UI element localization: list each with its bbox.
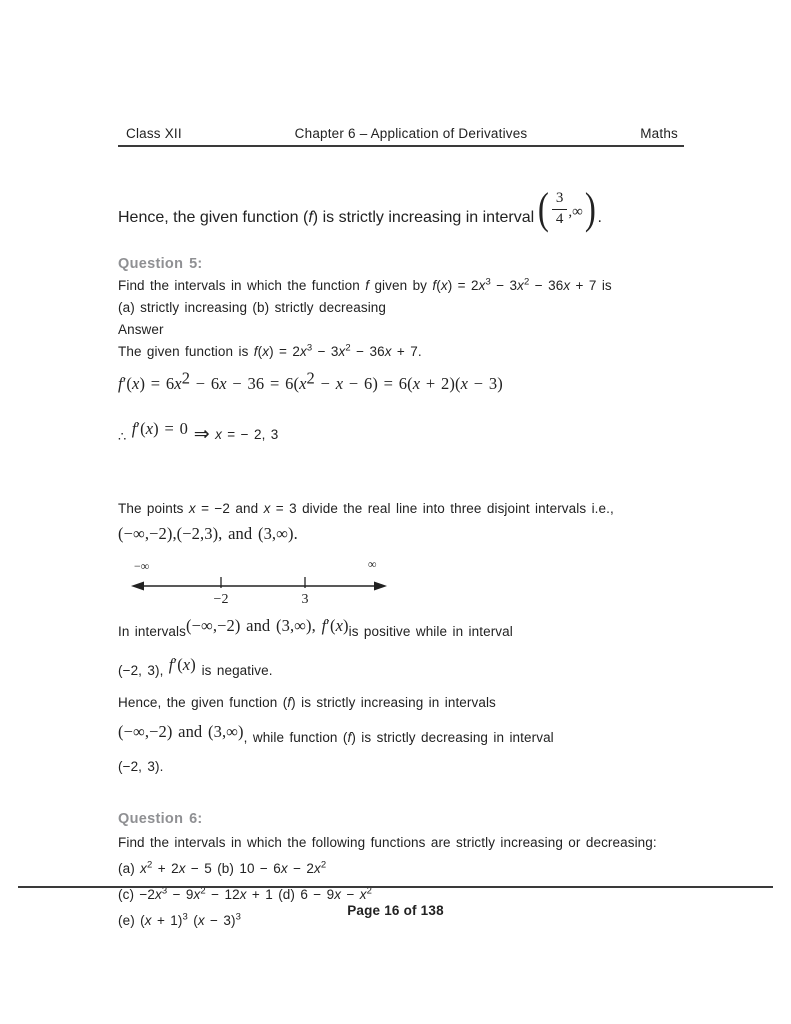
page-content	[118, 126, 704, 934]
label-neg-infinity: −∞	[134, 559, 150, 573]
q6-part-e: (e) $(x + 1)^3$ $(x - 3)^3$	[118, 911, 241, 928]
number-line-figure	[128, 557, 390, 605]
label-pos-infinity: ∞	[368, 557, 377, 571]
label-3: 3	[301, 592, 309, 605]
therefore-symbol: ∴	[118, 429, 127, 444]
header-class: Class XII	[126, 126, 182, 141]
right-arrowhead	[374, 582, 387, 591]
page-header	[118, 126, 684, 147]
sentence-period: .	[597, 209, 602, 226]
fraction-three-fourths	[551, 190, 569, 228]
page-number: Page 16 of 138	[347, 903, 444, 918]
intro-text: Hence, the given function (f) is strictly increasing in interval	[118, 209, 535, 226]
fraction-denominator: 4	[555, 210, 564, 227]
q5-answer-label: Answer	[118, 322, 164, 337]
q5-roots-line: ∴ f′(x) = 0 ⇒ x = − 2, 3	[118, 419, 279, 445]
open-paren: (	[538, 184, 550, 233]
question-6-heading: Question 6:	[118, 811, 203, 827]
q6-find-line: Find the intervals in which the following functions are strictly increasing or decreasing:	[118, 835, 657, 850]
label-minus-2: −2	[213, 592, 229, 605]
q5-hence-line-1: Hence, the given function (f) is strictly increasing in intervals	[118, 695, 496, 710]
q5-hence-line-3: (−2, 3).	[118, 759, 164, 774]
interval-fraction-notation	[536, 184, 597, 233]
intro-sentence	[118, 155, 704, 233]
q5-negative-line: (−2, 3), f′(x) is negative.	[118, 655, 273, 678]
q5-conclusion	[118, 691, 704, 780]
question-5-heading: Question 5:	[118, 256, 203, 272]
header-subject: Maths	[640, 126, 678, 141]
q5-positive-line: In intervals(−∞,−2) and (3,∞), f′(x)is positive while in interval	[118, 616, 513, 639]
q5-points-line: The points x = −2 and x = 3 divide the real line into three disjoint intervals i.e.,	[118, 501, 614, 516]
question-5-statement	[118, 275, 704, 363]
q6-parts-cd: $(c) -2x^3 - 9x^2 - 12x + 1$ (d) $6 - 9x - x^2$	[118, 885, 373, 902]
header-chapter-title: Chapter 6 – Application of Derivatives	[294, 126, 528, 141]
q5-intervals-line: (−∞,−2),(−2,3), and (3,∞).	[118, 524, 298, 543]
q5-derivative-equation: $f'(x) = 6x^2 - 6x - 36 = 6(x^2 - x - 6) = 6(x + 2)(x - 3)$	[118, 368, 503, 393]
q6-parts-ab: (a) $x^2 + 2x - 5$ (b) $10 - 6x - 2x^2$	[118, 859, 327, 876]
comma-infinity: ,∞	[568, 204, 583, 220]
q5-given-function-line: The given function is $f(x) = 2x^3 - 3x^2 - 36x + 7$.	[118, 342, 422, 359]
question-6-statement	[118, 830, 704, 934]
left-arrowhead	[131, 582, 144, 591]
close-paren: )	[584, 184, 596, 233]
q5-hence-line-2: (−∞,−2) and (3,∞), while function (f) is strictly decreasing in interval	[118, 722, 554, 745]
q5-find-line: Find the intervals in which the function f given by $f(x) = 2x^3 - 3x^2 - 36x + 7$ is	[118, 276, 612, 293]
q5-parts-line: (a) strictly increasing (b) strictly decreasing	[118, 300, 387, 315]
q5-sign-analysis	[118, 609, 704, 687]
fraction-numerator: 3	[552, 190, 568, 209]
footer-divider	[18, 886, 773, 888]
